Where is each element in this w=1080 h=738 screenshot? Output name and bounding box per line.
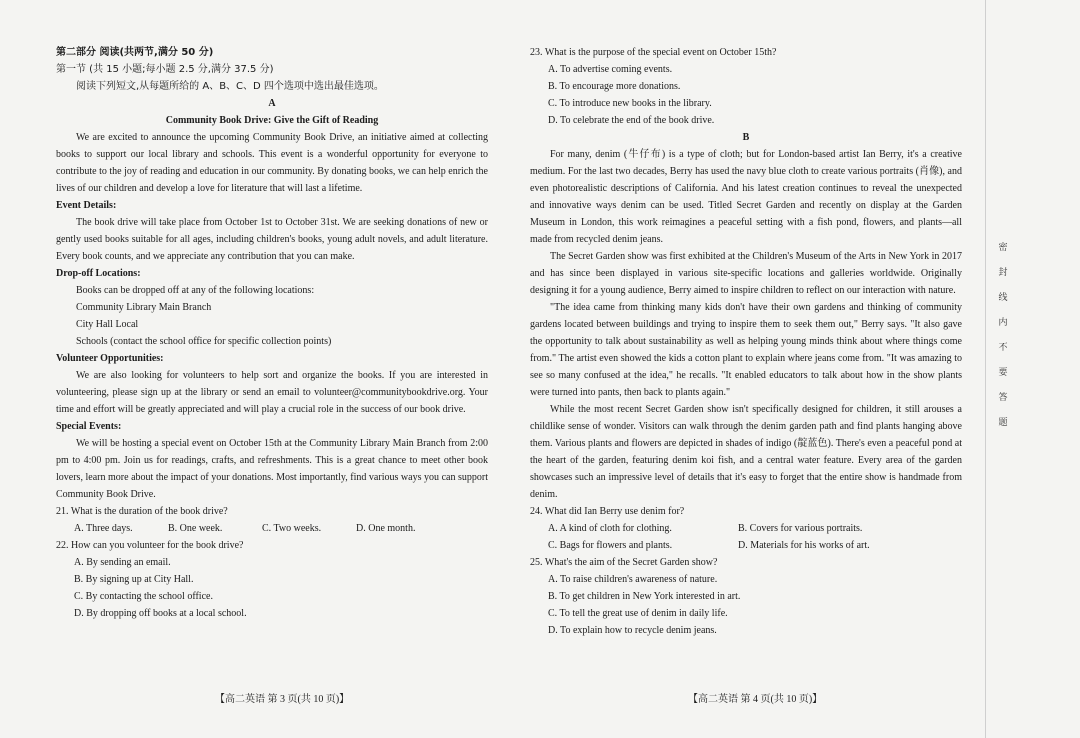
option[interactable]: C. Bags for flowers and plants.	[548, 540, 673, 551]
seal-char: 封	[998, 267, 1008, 277]
seal-char: 题	[998, 417, 1008, 427]
question-23-stem: 23. What is the purpose of the special event on October 15th?	[530, 47, 777, 58]
option[interactable]: B. To get children in New York interested in art.	[548, 591, 741, 602]
volunteer-heading: Volunteer Opportunities:	[56, 353, 164, 364]
option[interactable]: B. Covers for various portraits.	[738, 523, 863, 534]
event-details-text: The book drive will take place from October 1st to October 31st. We are seeking donations of new or gently used books suitable for all ages, including children's books, young adult novels, and adult literature. Every book counts, and we appreciate any contribution that you can make.	[56, 217, 488, 262]
seal-char: 要	[998, 367, 1008, 377]
location-item: City Hall Local	[76, 319, 139, 330]
option[interactable]: B. To encourage more donations.	[548, 81, 681, 92]
subsection-heading: 第一节 (共 15 小题;每小题 2.5 分,满分 37.5 分)	[56, 64, 274, 75]
question-21-options	[56, 520, 488, 537]
fold-line	[985, 0, 986, 738]
option[interactable]: A. To raise children's awareness of nature.	[548, 574, 718, 585]
option[interactable]: B. One week.	[168, 523, 223, 534]
passage-b-paragraph: While the most recent Secret Garden show isn't specifically designed for children, it still arouses a childlike sense of wonder. Visitors can walk through the denim garden path and find plants hanging above them. Various plants and flowers are depicted in shades of indigo (靛蓝色). There's even a peaceful pond at the heart of the garden, featuring denim koi fish, and a central water feature. Every area of the garden showcases such an impressive level of details that it's easy to forget that the entire show is handmade from denim.	[530, 404, 962, 500]
option[interactable]: B. By signing up at City Hall.	[74, 574, 194, 585]
page-footer-left: 【高二英语 第 3 页(共 10 页)】	[215, 694, 350, 705]
question-24-options	[530, 520, 962, 554]
left-page	[56, 44, 488, 622]
option[interactable]: C. By contacting the school office.	[74, 591, 213, 602]
page-footer-right: 【高二英语 第 4 页(共 10 页)】	[688, 694, 823, 705]
seal-char: 内	[998, 317, 1008, 327]
seal-char: 线	[998, 292, 1008, 302]
location-item: Community Library Main Branch	[76, 302, 212, 313]
question-22-stem: 22. How can you volunteer for the book drive?	[56, 540, 244, 551]
option[interactable]: D. One month.	[356, 523, 416, 534]
special-events-heading: Special Events:	[56, 421, 122, 432]
right-page	[530, 44, 962, 639]
seal-line-notice	[992, 235, 1014, 435]
passage-a-intro: We are excited to announce the upcoming Community Book Drive, an initiative aimed at collecting books to support our local library and schools. This event is a wonderful opportunity for everyone to contribute to the joy of reading and education in our community. By donating books, we can help enrich the lives of our children and develop a love for literature that will last a lifetime.	[56, 132, 488, 194]
option[interactable]: A. A kind of cloth for clothing.	[548, 523, 672, 534]
event-details-heading: Event Details:	[56, 200, 117, 211]
special-events-text: We will be hosting a special event on October 15th at the Community Library Main Branch from 2:00 pm to 4:00 pm. Join us for readings, crafts, and refreshments. This is a great chance to meet other book lovers, learn more about the impact of your donations. Most importantly, find various ways you can support Community Book Drive.	[56, 438, 488, 500]
dropoff-heading: Drop-off Locations:	[56, 268, 141, 279]
option[interactable]: A. Three days.	[74, 523, 133, 534]
seal-char: 答	[998, 392, 1008, 402]
passage-b-paragraph: The Secret Garden show was first exhibited at the Children's Museum of the Arts in New York in 2017 and has since been displayed in various site-specific locations and galleries worldwide. Originally designing it for a young audience, Berry aimed to inspire children to reflect on our interaction with nature.	[530, 251, 962, 296]
option[interactable]: D. By dropping off books at a local school.	[74, 608, 247, 619]
volunteer-text: We are also looking for volunteers to help sort and organize the books. If you are interested in volunteering, please sign up at the library or send an email to volunteer@communitybookdrive.org. Your time and effort will be greatly appreciated and will play a crucial role in the success of our book drive.	[56, 370, 488, 415]
option[interactable]: D. To explain how to recycle denim jeans.	[548, 625, 717, 636]
option[interactable]: C. To tell the great use of denim in daily life.	[548, 608, 728, 619]
passage-a-letter: A	[268, 98, 276, 109]
option[interactable]: A. By sending an email.	[74, 557, 171, 568]
option[interactable]: C. Two weeks.	[262, 523, 322, 534]
passage-b-paragraph: "The idea came from thinking many kids don't have their own gardens and thinking of community gardens located between buildings and trying to inspire them to seek them out," Berry says. "It also gave the opportunity to talk about sustainability as well as helping young minds think about where things come from." The artist even showed the kids a cotton plant to explain where jeans come from. "It was amazing to see so many confused at the idea," he recalls. "It enabled educators to talk about how in the show plants were turned into pants, then back to plants again."	[530, 302, 962, 398]
seal-char: 密	[998, 242, 1008, 252]
question-25-stem: 25. What's the aim of the Secret Garden show?	[530, 557, 718, 568]
passage-b-paragraph: For many, denim (牛仔布) is a type of cloth; but for London-based artist Ian Berry, it's a creative medium. For the last two decades, Berry has used the navy blue cloth to create various portraits (肖像), and even photorealistic descriptions of California. And his latest creation continues to reveal the unexpected and innovative ways denim can be used. Titled Secret Garden and recently on display at the Garden Museum in London, this work reimagines a peaceful setting with a fish pond, flowers, and plants—all made from recycled denim jeans.	[530, 149, 962, 245]
seal-char: 不	[998, 342, 1008, 352]
option[interactable]: D. To celebrate the end of the book drive.	[548, 115, 715, 126]
section-heading: 第二部分 阅读(共两节,满分 50 分)	[56, 47, 214, 58]
passage-b-letter: B	[742, 132, 750, 143]
dropoff-intro: Books can be dropped off at any of the following locations:	[76, 285, 315, 296]
option[interactable]: D. Materials for his works of art.	[738, 540, 870, 551]
question-24-stem: 24. What did Ian Berry use denim for?	[530, 506, 685, 517]
option[interactable]: A. To advertise coming events.	[548, 64, 673, 75]
question-21-stem: 21. What is the duration of the book drive?	[56, 506, 228, 517]
option[interactable]: C. To introduce new books in the library.	[548, 98, 712, 109]
location-item: Schools (contact the school office for specific collection points)	[76, 336, 332, 347]
passage-a-title: Community Book Drive: Give the Gift of Reading	[165, 115, 379, 126]
instruction: 阅读下列短文,从每题所给的 A、B、C、D 四个选项中选出最佳选项。	[76, 81, 384, 92]
